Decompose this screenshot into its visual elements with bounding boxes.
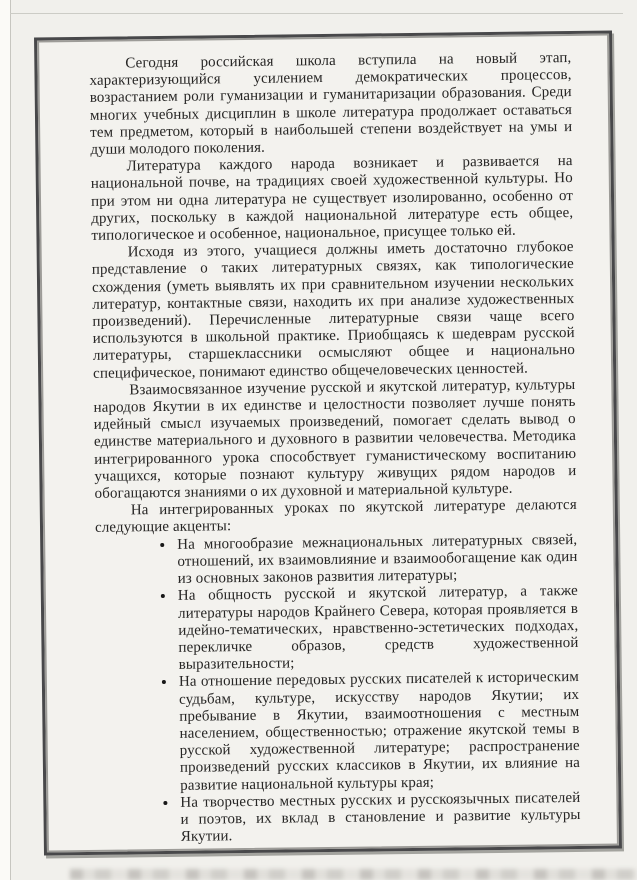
document-body-text	[89, 49, 581, 845]
accents-list	[95, 532, 581, 848]
accent-item-diversity: • На многообразие межнациональных литературных связей, отношений, их взаимовлияние и взаимообогащение как один из основных законов развития литературы;	[175, 532, 578, 589]
accent-item-commonality: • На общность русской и якутской литератур, а также литературы народов Крайнего Севера, которая проявляется в идейно-тематических, нравственно-эстетических подходах, перекличке образов, средств художественной выразительности;	[176, 583, 579, 674]
paragraph-national-soil: Литература каждого народа возникает и развивается на национальной почве, на традициях своей художественной культуры. Но при этом ни одна литература не существует изолированно, особенно от других, поскольку в каждой национальной литературе есть общее, типологическое и особенное, национальное, присущее только ей.	[90, 153, 574, 244]
accent-item-russian-writers: • На отношение передовых русских писателей к историческим судьбам, культуре, искусству народов Якутии; их пребывание в Якутии, взаимоотношения с местным населением, общественностью; отражение якутской темы в русской художественной литературе; распространение произведений русских классиков в Якутии, их влияние на развитие национальной культуры края;	[177, 669, 580, 794]
sheet-edge-line	[10, 13, 623, 14]
decorative-page-frame	[34, 30, 622, 855]
paragraph-literary-links: Исходя из этого, учащиеся должны иметь достаточно глубокое представление о таких литературных связях, как типологические схождения (уметь выявлять их при сравнительном изучении нескольких литератур, контактные связи, находить их при анализе художественных произведений). Перечисленные литературные связи чаще всего используются в школьной практике. Приобщаясь к шедеврам русской литературы, старшеклассники осмысляют общее и национально специфическое, понимают единство общечеловеческих ценностей.	[91, 239, 575, 382]
scan-edge-strip	[0, 0, 11, 880]
paragraph-accents-lead-in: На интегрированных уроках по якутской литературе делаются следующие акценты:	[94, 497, 577, 537]
scan-bottom-ghost-texture	[70, 869, 637, 880]
accent-item-local-writers: • На творчество местных русских и русскоязычных писателей и поэтов, их вклад в становление и развитие культуры Якутии.	[178, 790, 581, 847]
paragraph-integrated-study: Взаимосвязанное изучение русской и якутской литератур, культуры народов Якутии в их единстве и целостности позволяет лучше понять идейный смысл изучаемых произведений, помогает сделать вывод о единстве материального и духовного в развитии человечества. Методика интегрированного урока способствует гуманистическому воспитанию учащихся, которые познают культуру живущих рядом народов и обогащаются знаниями о их духовной и материальной культуре.	[93, 376, 577, 502]
paragraph-intro: Сегодня российская школа вступила на новый этап, характеризующийся усилением демократических процессов, возрастанием роли гуманизации и гуманитаризации образования. Среди многих учебных дисциплин в школе литература продолжает оставаться тем предметом, который в наибольшей степени воздействует на умы и души молодого поколения.	[89, 49, 573, 158]
